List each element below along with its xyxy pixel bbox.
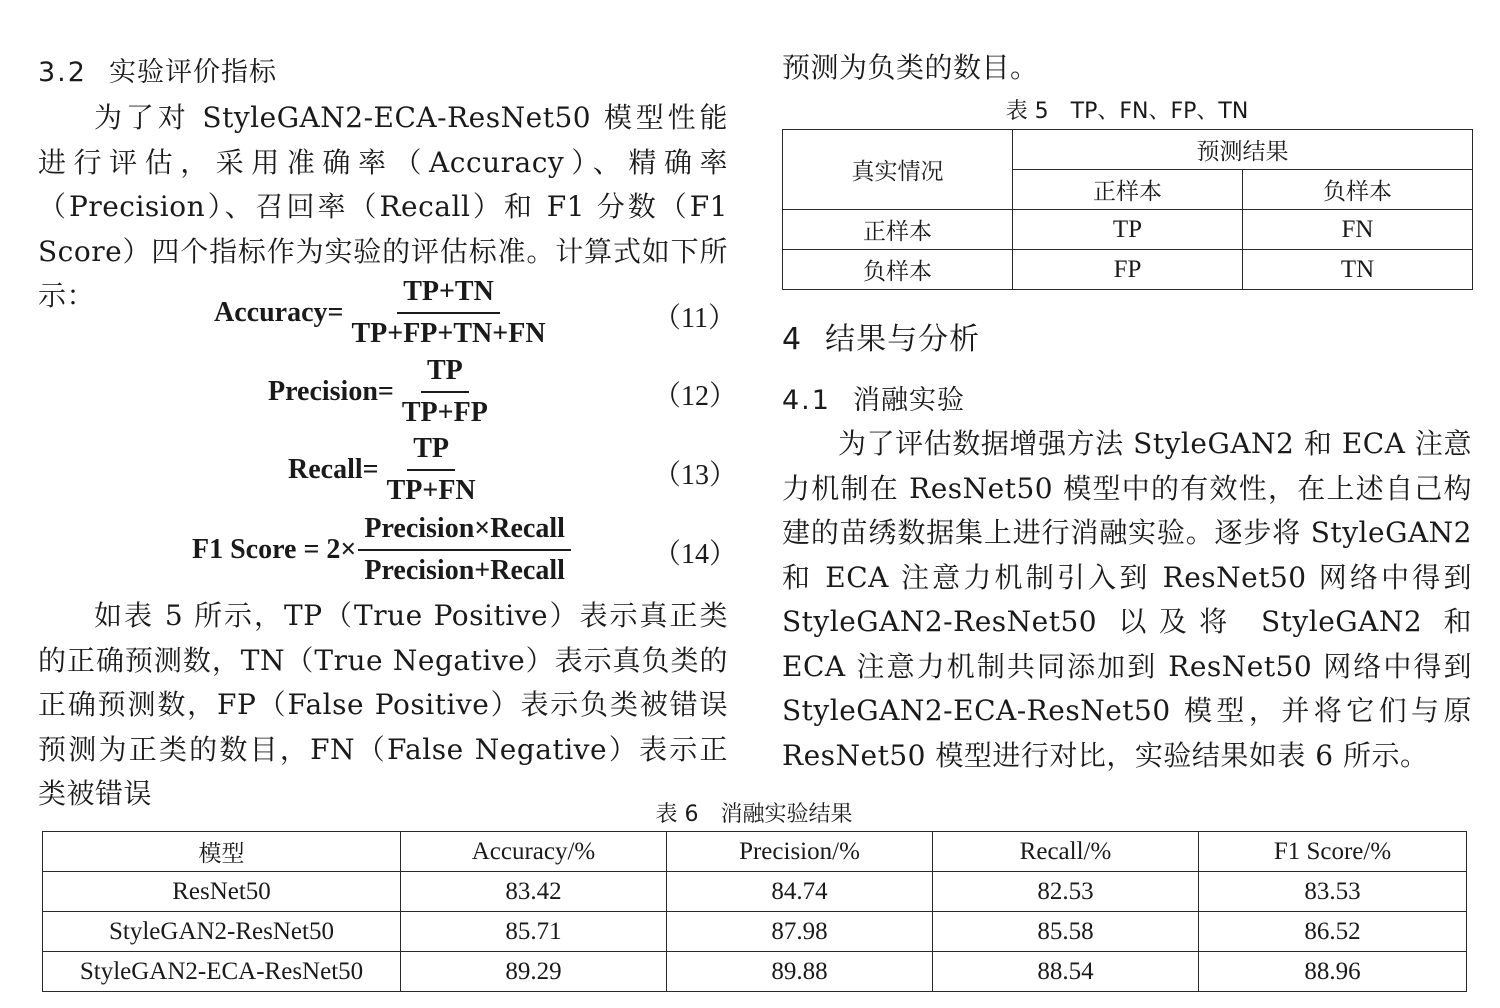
section-heading-4 [782,314,980,358]
formula-denominator: TP+FP+TN+FN [351,318,546,349]
formula-fraction [358,513,571,587]
table6-cell: StyleGAN2-ResNet50 [43,912,401,952]
paragraph-continued: 预测为负类的数目。 [782,51,1039,84]
table5-row-label: 负样本 [783,250,1013,290]
section-heading-4-1 [782,378,965,417]
paragraph-metrics: 为了对 StyleGAN2-ECA-ResNet50 模型性能进行评估，采用准确率（Accuracy）、精确率（Precision）、召回率（Recall）和 F1 分数（F1 Score）四个指标作为实验的评估标准。计算式如下所示： [38,101,728,312]
section-title: 实验评价指标 [108,57,277,88]
table6-cell: 88.96 [1199,952,1467,992]
formula-lhs: Accuracy= [214,297,344,328]
table5-row [783,250,1473,290]
formula-fraction [345,276,551,350]
table6-row [43,912,1467,952]
table5-row-label: 正样本 [783,210,1013,250]
table5-col-header: 负样本 [1243,170,1473,210]
formula-f1-score [192,513,571,587]
table6-header: Accuracy/% [401,832,667,872]
table6-cell: ResNet50 [43,872,401,912]
table6-cell: 83.53 [1199,872,1467,912]
formula-recall [288,433,482,507]
table5-cell: FP [1013,250,1243,290]
formula-denominator: Precision+Recall [364,555,565,586]
section-title: 结果与分析 [825,322,981,357]
paragraph-table5-intro: 如表 5 所示，TP（True Positive）表示真正类的正确预测数，TN（True Negative）表示真负类的正确预测数，FP（False Positive）表示负类被错误预测为正类的数目，FN（False Negative）表示正类被错误 [38,599,728,810]
table6-header: 模型 [43,832,401,872]
section-title: 消融实验 [852,385,965,416]
section-number: 4 [782,322,804,357]
table6-cell: 89.29 [401,952,667,992]
section-heading-3-2 [38,50,277,89]
table6-cell: 88.54 [933,952,1199,992]
table5-group-header: 预测结果 [1013,130,1473,170]
table5-col-header: 正样本 [1013,170,1243,210]
formula-denominator: TP+FP [401,397,488,428]
table6-header-row [43,832,1467,872]
table6-cell: 85.58 [933,912,1199,952]
formula-fraction [396,355,494,429]
formula-numerator: TP+TN [397,276,500,314]
table6-header: Precision/% [667,832,933,872]
table5 [782,129,1473,290]
table5-cell: FN [1243,210,1473,250]
table6-header: Recall/% [933,832,1199,872]
equation-number: （11） [653,303,736,334]
table6-cell: 87.98 [667,912,933,952]
table5-row-header: 真实情况 [783,130,1013,210]
table5-cell: TP [1013,210,1243,250]
table6-cell: StyleGAN2-ECA-ResNet50 [43,952,401,992]
table6-cell: 86.52 [1199,912,1467,952]
table6-row [43,952,1467,992]
formula-lhs: Precision= [268,376,394,407]
table6-cell: 85.71 [401,912,667,952]
table5-caption: 表 5 TP、FN、FP、TN [1005,99,1249,124]
formula-fraction [381,433,482,507]
formula-lhs: F1 Score = 2× [192,534,357,565]
table6 [42,831,1467,992]
formula-denominator: TP+FN [386,475,476,506]
table6-cell: 84.74 [667,872,933,912]
formula-numerator: Precision×Recall [358,513,571,551]
equation-number: （12） [653,381,738,412]
formula-lhs: Recall= [288,454,379,485]
table6-cell: 89.88 [667,952,933,992]
equation-number: （13） [653,460,738,491]
table5-cell: TN [1243,250,1473,290]
table6-row [43,872,1467,912]
table6-caption: 表 6 消融实验结果 [655,802,853,827]
formula-precision [268,355,494,429]
formula-accuracy [214,276,552,350]
table6-cell: 83.42 [401,872,667,912]
section-number: 3.2 [38,57,87,88]
equation-number: （14） [653,539,738,570]
formula-numerator: TP [407,433,455,471]
table6-cell: 82.53 [933,872,1199,912]
table6-header: F1 Score/% [1199,832,1467,872]
table5-row [783,210,1473,250]
paragraph-ablation: 为了评估数据增强方法 StyleGAN2 和 ECA 注意力机制在 ResNet50 模型中的有效性，在上述自己构建的苗绣数据集上进行消融实验。逐步将 StyleGAN2 和 ECA 注意力机制引入到 ResNet50 网络中得到 StyleGAN2-ResNet50 以及将 StyleGAN2 和 ECA 注意力机制共同添加到 ResNet50 网络中得到 StyleGAN2-ECA-ResNet50 模型，并将它们与原 ResNet50 模型进行对比，实验结果如表 6 所示。 [782,427,1472,772]
section-number: 4.1 [782,385,831,416]
formula-numerator: TP [421,355,469,393]
